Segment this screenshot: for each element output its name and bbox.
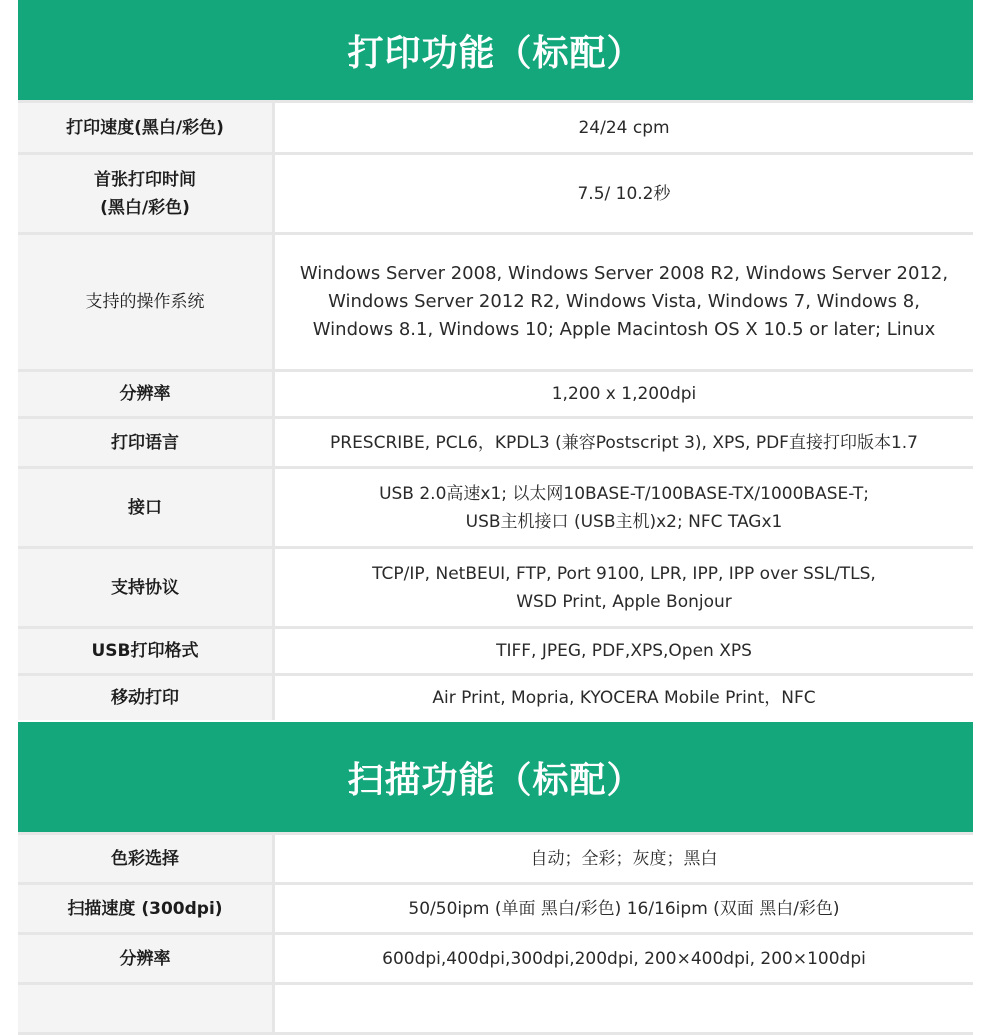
- table-row: [18, 100, 973, 155]
- row-value: 50/50ipm (单面 黑白/彩色) 16/16ipm (双面 黑白/彩色): [408, 898, 840, 919]
- row-label: [18, 985, 275, 1032]
- table-row: [18, 235, 973, 372]
- table-row: [18, 469, 973, 549]
- row-label: 色彩选择: [18, 835, 275, 882]
- row-label: 分辨率: [18, 372, 275, 416]
- row-value: 7.5/ 10.2秒: [577, 183, 671, 204]
- row-value: PRESCRIBE, PCL6，KPDL3 (兼容Postscript 3), XPS, PDF直接打印版本1.7: [330, 432, 918, 453]
- row-value: TCP/IP, NetBEUI, FTP, Port 9100, LPR, IPP, IPP over SSL/TLS, WSD Print, Apple Bonjour: [372, 563, 876, 612]
- row-value: 24/24 cpm: [578, 117, 670, 138]
- row-label: 分辨率: [18, 935, 275, 982]
- table-row: [18, 985, 973, 1035]
- scan-section-title: 扫描功能（标配）: [18, 722, 973, 832]
- table-row: [18, 885, 973, 935]
- row-label: 支持的操作系统: [18, 235, 275, 369]
- row-value: Windows Server 2008, Windows Server 2008 R2, Windows Server 2012, Windows Server 2012 R2, Windows Vista, Windows 7, Windows 8, Windows 8.1, Windows 10; Apple Macintosh OS X 10.5 or later; Linux: [299, 263, 949, 340]
- row-label: 打印速度(黑白/彩色): [18, 103, 275, 152]
- row-label: 扫描速度 (300dpi): [18, 885, 275, 932]
- table-row: [18, 155, 973, 235]
- row-value: 自动；全彩；灰度；黑白: [530, 848, 718, 869]
- row-value: 600dpi,400dpi,300dpi,200dpi, 200×400dpi, 200×100dpi: [382, 948, 866, 969]
- row-label: 移动打印: [18, 676, 275, 720]
- table-row: [18, 372, 973, 419]
- row-label: 接口: [18, 469, 275, 546]
- row-value: [275, 985, 973, 1032]
- print-section-title: 打印功能（标配）: [18, 0, 973, 100]
- row-value: Air Print, Mopria, KYOCERA Mobile Print，NFC: [432, 688, 816, 708]
- table-row: [18, 935, 973, 985]
- row-label: 打印语言: [18, 419, 275, 466]
- scan-spec-table: [18, 832, 973, 1035]
- print-spec-table: [18, 100, 973, 720]
- table-row: [18, 832, 973, 885]
- row-label: 支持协议: [18, 549, 275, 626]
- table-row: [18, 676, 973, 720]
- table-row: [18, 629, 973, 676]
- row-label: USB打印格式: [18, 629, 275, 673]
- table-row: [18, 549, 973, 629]
- table-row: [18, 419, 973, 469]
- row-value: USB 2.0高速x1; 以太网10BASE-T/100BASE-TX/1000BASE-T; USB主机接口 (USB主机)x2; NFC TAGx1: [379, 483, 869, 532]
- row-value: 1,200 x 1,200dpi: [551, 384, 697, 404]
- spec-sheet: [18, 0, 973, 1035]
- row-label: 首张打印时间 (黑白/彩色): [18, 155, 275, 232]
- row-value: TIFF, JPEG, PDF,XPS,Open XPS: [496, 641, 752, 661]
